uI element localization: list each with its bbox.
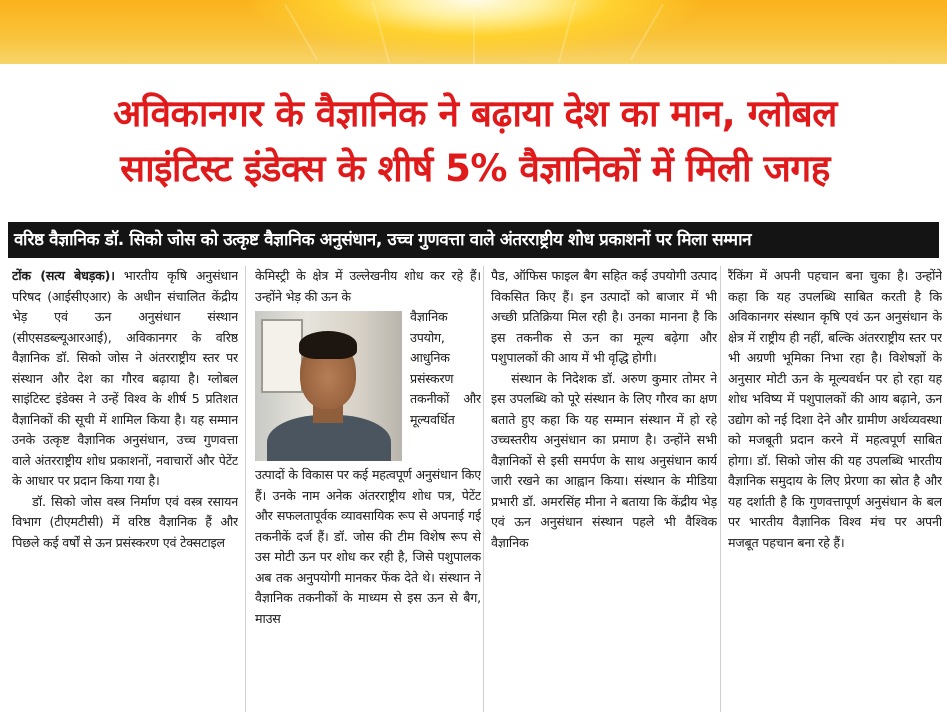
sunrise-banner bbox=[0, 0, 947, 64]
paragraph: उत्पादों के विकास पर कई महत्वपूर्ण अनुसंधान किए हैं। उनके नाम अनेक अंतरराष्ट्रीय शोध पत्र, पेटेंट और सफलतापूर्वक व्यावसायिक रूप से अपनाई गई तकनीकें दर्ज हैं। डॉ. जोस की टीम विशेष रूप से उस मोटी ऊन पर शोध कर रही है, जिसे पशुपालक अब तक अनुपयोगी मानकर फेंक देते थे। संस्थान ने वैज्ञानिक तकनीकों के माध्यम से इस ऊन से बैग, माउस bbox=[255, 467, 481, 626]
article-column-4 bbox=[728, 266, 942, 712]
paragraph: केमिस्ट्री के क्षेत्र में उल्लेखनीय शोध कर रहे हैं। उन्होंने भेड़ की ऊन के bbox=[255, 268, 481, 304]
column-divider bbox=[483, 266, 484, 712]
hair bbox=[299, 331, 357, 359]
banner-divider bbox=[0, 64, 947, 70]
window-background bbox=[261, 319, 303, 393]
column-divider bbox=[245, 266, 246, 712]
dateline: टोंक (सत्य बेधड़क)। bbox=[12, 268, 115, 283]
paragraph: वैज्ञानिक उपयोग, आधुनिक प्रसंस्करण तकनीकों और मूल्यवर्धित bbox=[410, 309, 481, 427]
paragraph: डॉ. सिको जोस वस्त्र निर्माण एवं वस्त्र रसायन विभाग (टीएमटीसी) में वरिष्ठ वैज्ञानिक हैं और पिछले कई वर्षों से ऊन प्रसंस्करण एवं टेक्सटाइल bbox=[12, 493, 238, 550]
scientist-portrait-photo bbox=[255, 311, 402, 461]
paragraph: पैड, ऑफिस फाइल बैग सहित कई उपयोगी उत्पाद विकसित किए हैं। इन उत्पादों को बाजार में भी अच्छी प्रतिक्रिया मिल रही है। उनका मानना है कि इस तकनीक से ऊन का मूल्य बढ़ेगा और पशुपालकों की आय में भी वृद्धि होगी। bbox=[491, 268, 717, 365]
article-column-2 bbox=[255, 266, 481, 712]
column-divider bbox=[720, 266, 721, 712]
paragraph: रैंकिंग में अपनी पहचान बना चुका है। उन्होंने कहा कि यह उपलब्धि साबित करती है कि अविकानगर संस्थान कृषि एवं ऊन अनुसंधान के क्षेत्र में राष्ट्रीय ही नहीं, बल्कि अंतरराष्ट्रीय स्तर पर भी अग्रणी भूमिका निभा रहा है। विशेषज्ञों के अनुसार मोटी ऊन के मूल्यवर्धन पर हो रहा यह शोध भविष्य में पशुपालकों की आय बढ़ाने, ऊन उद्योग को नई दिशा देने और ग्रामीण अर्थव्यवस्था को मजबूती प्रदान करने में महत्वपूर्ण साबित होगा। डॉ. सिको जोस की यह उपलब्धि भारतीय वैज्ञानिक समुदाय के लिए प्रेरणा का स्रोत है और यह दर्शाती है कि गुणवत्तापूर्ण अनुसंधान के बल पर भारतीय वैज्ञानिक विश्व मंच पर अपनी मजबूत पहचान बना रहे हैं। bbox=[728, 268, 942, 550]
paragraph: संस्थान के निदेशक डॉ. अरुण कुमार तोमर ने इस उपलब्धि को पूरे संस्थान के लिए गौरव का क्षण बताते हुए कहा कि यह सम्मान संस्थान में हो रहे उच्चस्तरीय अनुसंधान का प्रमाण है। उन्होंने सभी वैज्ञानिकों से इसी समर्पण के साथ अनुसंधान कार्य जारी रखने का आह्वान किया। संस्थान के मीडिया प्रभारी डॉ. अमरसिंह मीना ने बताया कि केंद्रीय भेड़ एवं ऊन अनुसंधान संस्थान पहले भी वैश्विक वैज्ञानिक bbox=[491, 370, 717, 550]
subheadline-bar: वरिष्ठ वैज्ञानिक डॉ. सिको जोस को उत्कृष्ट वैज्ञानिक अनुसंधान, उच्च गुणवत्ता वाले अंतरराष्ट्रीय शोध प्रकाशनों पर मिला सम्मान bbox=[8, 222, 939, 258]
article-column-1 bbox=[12, 266, 238, 712]
article-column-3 bbox=[491, 266, 717, 712]
paragraph: भारतीय कृषि अनुसंधान परिषद (आईसीएआर) के अधीन संचालित केंद्रीय भेड़ एवं ऊन अनुसंधान संस्थान (सीएसडब्ल्यूआरआई), अविकानगर के वरिष्ठ वैज्ञानिक डॉ. सिको जोस ने अंतरराष्ट्रीय स्तर पर संस्थान और देश का गौरव बढ़ाया है। ग्लोबल साइंटिस्ट इंडेक्स ने उन्हें विश्व के शीर्ष 5 प्रतिशत वैज्ञानिकों की सूची में शामिल किया है। यह सम्मान उनके उत्कृष्ट वैज्ञानिक अनुसंधान, उच्च गुणवत्ता वाले अंतरराष्ट्रीय शोध प्रकाशनों, नवाचारों और पेटेंट के आधार पर प्रदान किया गया है। bbox=[12, 268, 238, 488]
headline bbox=[10, 86, 940, 196]
headline-line-2: साइंटिस्ट इंडेक्स के शीर्ष 5% वैज्ञानिकों में मिली जगह bbox=[120, 147, 830, 190]
headline-line-1: अविकानगर के वैज्ञानिक ने बढ़ाया देश का मान, ग्लोबल bbox=[113, 92, 837, 135]
